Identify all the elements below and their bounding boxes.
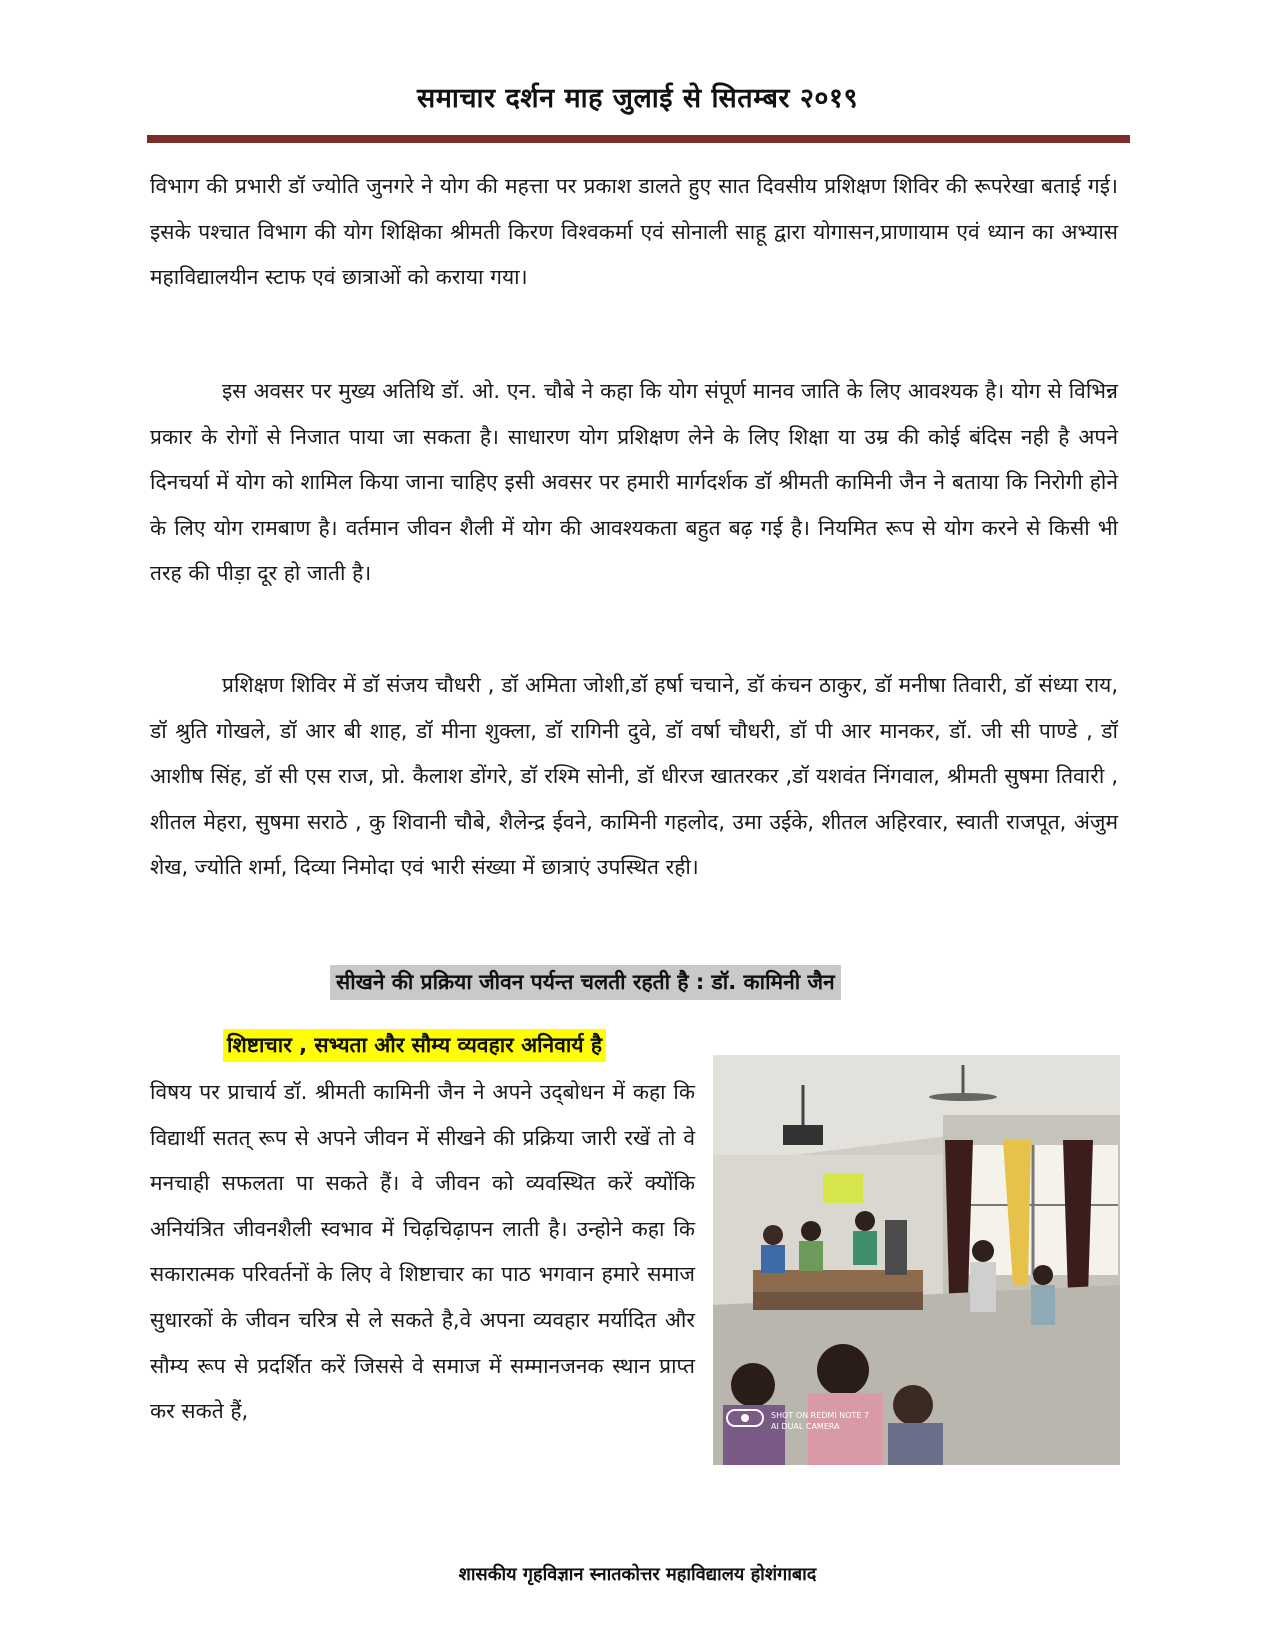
title-divider <box>147 135 1130 143</box>
section-subheading: सीखने की प्रक्रिया जीवन पर्यन्त चलती रहती है : डॉ. कामिनी जैन <box>330 965 841 1000</box>
classroom-photo-illustration <box>713 1055 1120 1465</box>
paragraph-principal-speech: विषय पर प्राचार्य डॉ. श्रीमती कामिनी जैन ने अपने उद्‌बोधन में कहा कि विद्यार्थी सतत् रूप से अपने जीवन में सीखने की प्रक्रिया जारी रखें तो वे मनचाही सफलता पा सकते हैं। वे जीवन को व्यवस्थित करें क्योंकि अनियंत्रित जीवनशैली स्वभाव में चिढ़चिढ़ापन लाती है। उन्होने कहा कि सकारात्मक परिवर्तनों के लिए वे शिष्टाचार का पाठ भगवान हमारे समाज सुधारकों के जीवन चरित्र से ले सकते है,वे अपना व्यवहार मर्यादित और सौम्य रूप से प्रदर्शित करें जिससे वे समाज में सम्मानजनक स्थान प्राप्त कर सकते हैं, <box>150 1080 695 1424</box>
event-photo <box>713 1055 1120 1465</box>
highlight-heading: शिष्टाचार , सभ्यता और सौम्य व्यवहार अनिवार्य है <box>223 1029 606 1062</box>
page-title: समाचार दर्शन माह जुलाई से सितम्बर २०१९ <box>416 83 858 114</box>
paragraph-intro: विभाग की प्रभारी डॉ ज्योति जुनगरे ने योग की महत्ता पर प्रकाश डालते हुए सात दिवसीय प्रशिक्षण शिविर की रूपरेखा बताई गई। इसके पश्चात विभाग की योग शिक्षिका श्रीमती किरण विश्वकर्मा एवं सोनाली साहू द्वारा योगासन,प्राणायाम एवं ध्यान का अभ्यास महाविद्यालयीन स्टाफ एवं छात्राओं को कराया गया। <box>150 174 1118 290</box>
photo-watermark-line1: SHOT ON REDMI NOTE 7 <box>771 1411 870 1420</box>
paragraph-attendees: प्रशिक्षण शिविर में डॉ संजय चौधरी , डॉ अमिता जोशी,डॉ हर्षा चचाने, डॉ कंचन ठाकुर, डॉ मनीषा तिवारी, डॉ संध्या राय, डॉ श्रुति गोखले, डॉ आर बी शाह, डॉ मीना शुक्ला, डॉ रागिनी दुवे, डॉ वर्षा चौधरी, डॉ पी आर मानकर, डॉ. जी सी पाण्डे , डॉ आशीष सिंह, डॉ सी एस राज, प्रो. कैलाश डोंगरे, डॉ रश्मि सोनी, डॉ धीरज खातरकर ,डॉ यशवंत निंगवाल, श्रीमती सुषमा तिवारी , शीतल मेहरा, सुषमा सराठे , कु शिवानी चौबे, शैलेन्द्र ईवने, कामिनी गहलोद, उमा उईके, शीतल अहिरवार, स्वाती राजपूत, अंजुम शेख, ज्योति शर्मा, दिव्या निमोदा एवं भारी संख्या में छात्राएं उपस्थित रही। <box>150 673 1118 880</box>
page-footer: शासकीय गृहविज्ञान स्नातकोत्तर महाविद्यालय होशंगाबाद <box>458 1564 817 1585</box>
photo-watermark-line2: AI DUAL CAMERA <box>771 1422 840 1431</box>
paragraph-chief-guest: इस अवसर पर मुख्य अतिथि डॉ. ओ. एन. चौबे ने कहा कि योग संपूर्ण मानव जाति के लिए आवश्यक है। योग से विभिन्न प्रकार के रोगों से निजात पाया जा सकता है। साधारण योग प्रशिक्षण लेने के लिए शिक्षा या उम्र की कोई बंदिस नही है अपने दिनचर्या में योग को शामिल किया जाना चाहिए इसी अवसर पर हमारी मार्गदर्शक डॉ श्रीमती कामिनी जैन ने बताया कि निरोगी होने के लिए योग रामबाण है। वर्तमान जीवन शैली में योग की आवश्यकता बहुत बढ़ गई है। नियमित रूप से योग करने से किसी भी तरह की पीड़ा दूर हो जाती है। <box>150 379 1118 586</box>
